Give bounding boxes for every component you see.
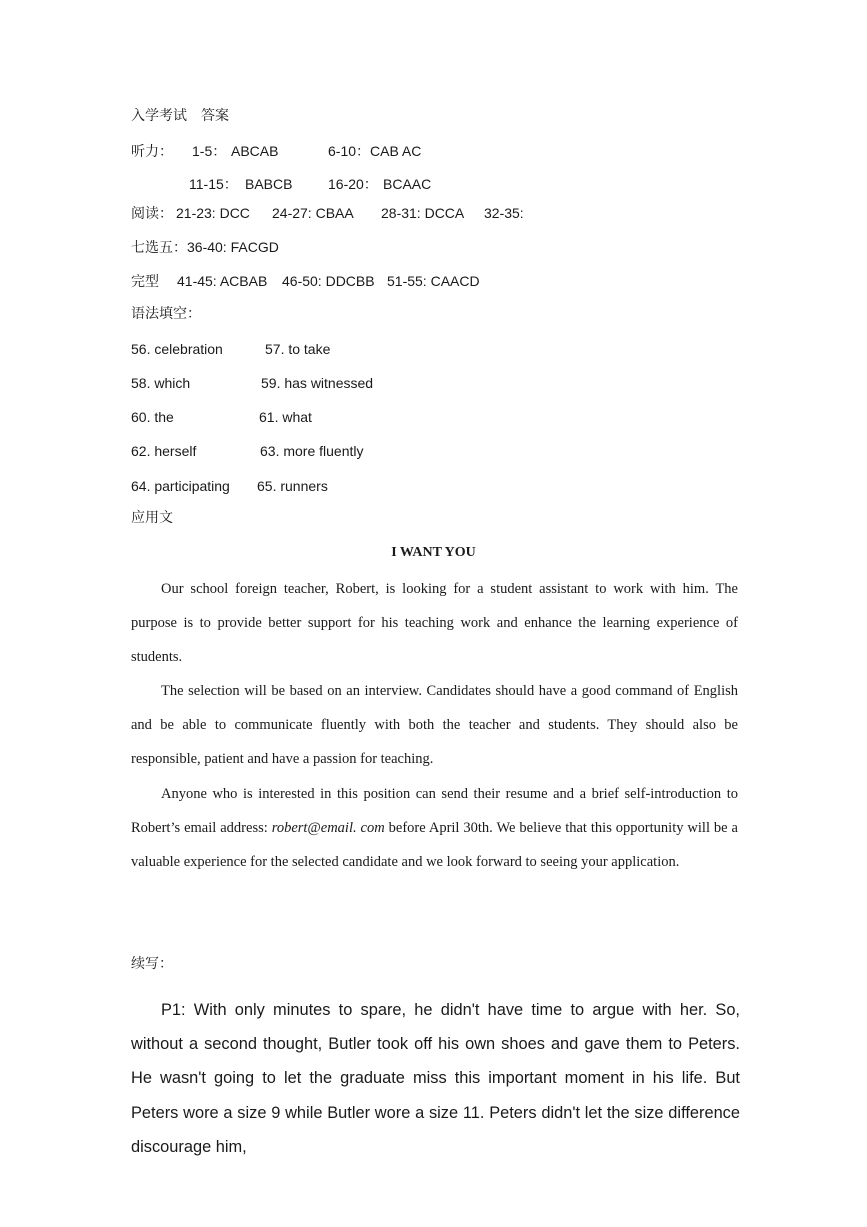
reading-answer: 28-31: DCCA: [381, 205, 465, 221]
essay-paragraph-3-text: Anyone who is interested in this position can send their resume and a brief self-introduction to Robert’s email address:: [131, 786, 738, 837]
reading-answer: 24-27: CBAA: [272, 205, 354, 221]
cloze-answer: 41-45: ACBAB: [177, 273, 268, 289]
listening-range: 6-10：: [328, 143, 371, 159]
reading-answer: 21-23: DCC: [176, 205, 250, 221]
listening-range: 11-15：: [189, 176, 238, 192]
grammar-answer: 65. runners: [257, 478, 328, 494]
grammar-answer: 64. participating: [131, 478, 230, 494]
grammar-answer: 58. which: [131, 375, 191, 391]
continuation-paragraph-1: P1: With only minutes to spare, he didn't have time to argue with her. So, without a second thought, Butler took off his own shoes and gave them to Peters. He wasn't going to let the graduate miss this important moment in his life. But Peters wore a size 9 while Butler wore a size 11. Peters didn't let the size difference discourage him,: [131, 1001, 740, 1156]
seven-five-label: 七选五：: [131, 239, 187, 255]
continuation-label: 续写：: [131, 957, 173, 972]
seven-five-section: [131, 238, 279, 256]
grammar-label: 语法填空：: [131, 307, 201, 322]
grammar-answer: 57. to take: [265, 341, 331, 357]
listening-range: 16-20：: [328, 176, 378, 192]
listening-range: 1-5：: [192, 143, 227, 159]
grammar-answer: 56. celebration: [131, 341, 223, 357]
listening-answers: ABCAB: [231, 143, 279, 159]
email-address: robert@email. com: [271, 820, 385, 837]
essay-paragraph-3-text-end: before April 30th. We believe that this opportunity will be a valuable experience for the selected candidate and we look forward to seeing your application.: [131, 820, 738, 871]
exam-title: 入学考试: [131, 109, 187, 124]
reading-answer: 32-35:: [484, 205, 524, 221]
essay-paragraph-1: Our school foreign teacher, Robert, is looking for a student assistant to work with him. The purpose is to provide better support for his teaching work and enhance the learning experience of students.: [131, 581, 738, 666]
grammar-answer: 63. more fluently: [260, 443, 364, 459]
essay-title: I WANT YOU: [391, 545, 476, 560]
listening-answers: BCAAC: [383, 176, 432, 192]
grammar-answer: 60. the: [131, 409, 174, 425]
listening-answers: BABCB: [245, 176, 293, 192]
cloze-answer: 51-55: CAACD: [387, 273, 480, 289]
listening-answers: CAB AC: [370, 143, 422, 159]
writing-label: 应用文: [131, 511, 173, 526]
answer-subtitle: 答案: [201, 109, 229, 124]
grammar-answer: 61. what: [259, 409, 312, 425]
seven-five-answers: 36-40: FACGD: [187, 239, 279, 255]
listening-label: 听力：: [131, 143, 173, 159]
grammar-answer: 62. herself: [131, 443, 197, 459]
cloze-label: 完型: [131, 273, 159, 289]
cloze-answer: 46-50: DDCBB: [282, 273, 375, 289]
grammar-answer: 59. has witnessed: [261, 375, 374, 391]
essay-paragraph-3: [131, 777, 738, 880]
page-header: [131, 108, 229, 126]
reading-label: 阅读：: [131, 205, 173, 221]
essay-paragraph-2: The selection will be based on an interview. Candidates should have a good command of English and be able to communicate fluently with both the teacher and students. They should also be responsible, patient and have a passion for teaching.: [131, 683, 738, 768]
